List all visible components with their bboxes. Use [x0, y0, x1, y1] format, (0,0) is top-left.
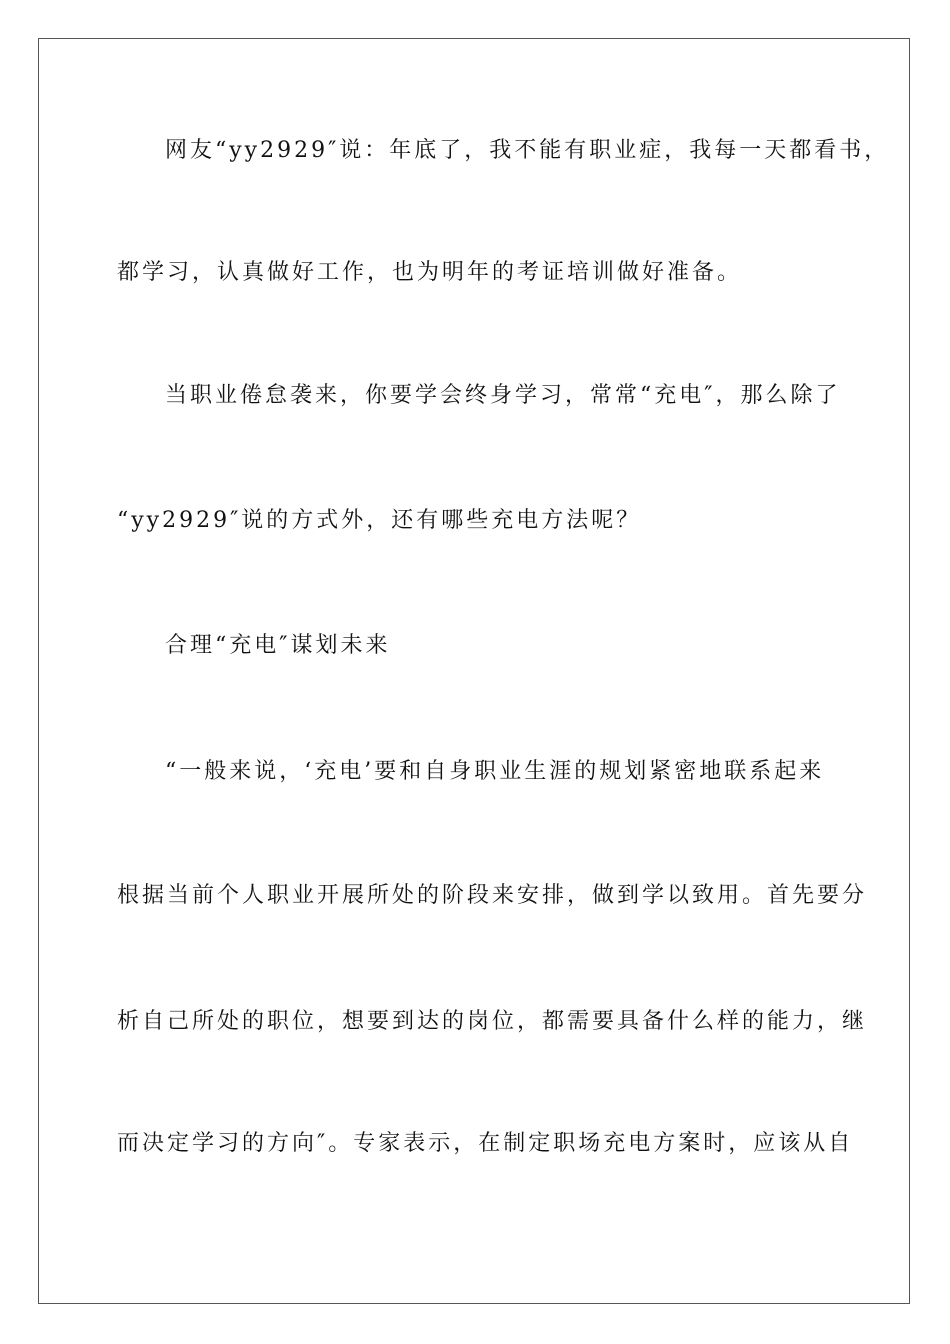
page-border — [38, 38, 910, 1304]
paragraph-line-8: 析自己所处的职位，想要到达的岗位，都需要具备什么样的能力，继 — [117, 1009, 868, 1034]
section-heading: 合理“充电″谋划未来 — [165, 633, 391, 658]
paragraph-line-3: 当职业倦怠袭来，你要学会终身学习，常常“充电″，那么除了 — [165, 383, 841, 408]
paragraph-line-7: 根据当前个人职业开展所处的阶段来安排，做到学以致用。首先要分 — [117, 883, 868, 908]
paragraph-line-1: 网友“yy2929″说：年底了，我不能有职业症，我每一天都看书， — [165, 138, 890, 163]
paragraph-line-6: “一般来说，‘充电’要和自身职业生涯的规划紧密地联系起来 — [165, 759, 825, 784]
paragraph-line-2: 都学习，认真做好工作，也为明年的考证培训做好准备。 — [117, 260, 743, 285]
paragraph-line-4: “yy2929″说的方式外，还有哪些充电方法呢？ — [117, 508, 642, 533]
paragraph-line-9: 而决定学习的方向″。专家表示，在制定职场充电方案时，应该从自 — [117, 1131, 854, 1156]
